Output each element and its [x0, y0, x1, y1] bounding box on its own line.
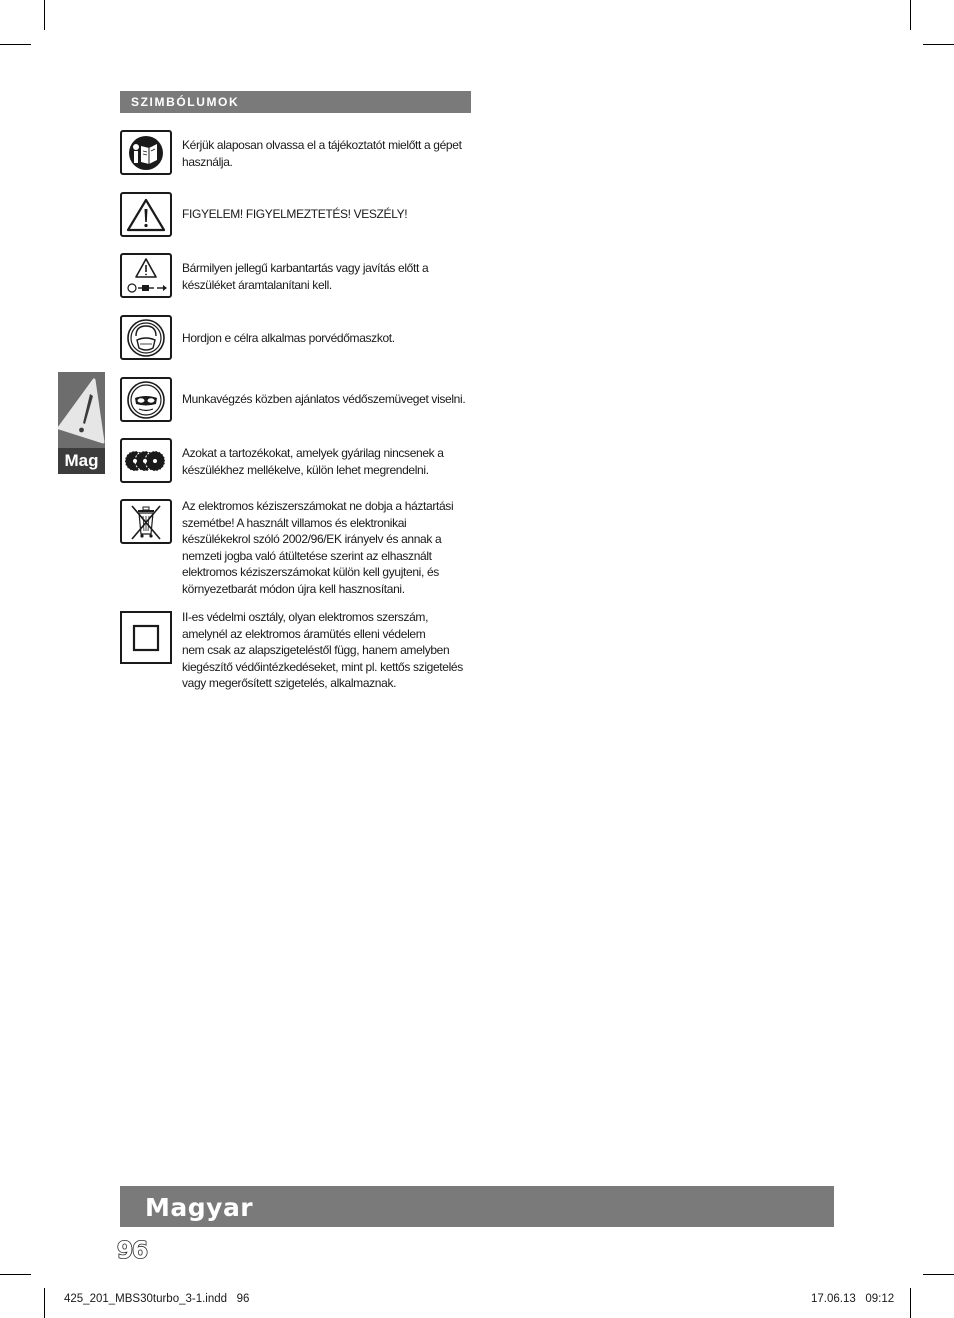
- class-2-insulation-icon: [120, 611, 172, 664]
- language-footer-bar: Magyar: [120, 1186, 834, 1227]
- language-side-tab: [58, 372, 105, 474]
- symbol-description: Munkavégzés közben ajánlatos védőszemüveget viselni.: [182, 392, 466, 406]
- symbol-description: Hordjon e célra alkalmas porvédőmaszkot.: [182, 331, 395, 345]
- exclamation-icon: [58, 372, 105, 448]
- crop-mark: [0, 1274, 31, 1275]
- crossed-bin-icon: [120, 499, 172, 544]
- symbol-description: Azokat a tartozékokat, amelyek gyárilag nincsenek a készülékhez mellékelve, külön lehet megrendelni.: [182, 446, 444, 477]
- saw-blades-icon: [120, 438, 172, 483]
- crop-mark: [923, 44, 954, 45]
- crop-mark: [910, 0, 911, 30]
- print-slug-file: 425_201_MBS30turbo_3-1.indd 96: [64, 1293, 250, 1305]
- dust-mask-icon: [120, 315, 172, 360]
- crop-mark: [44, 0, 45, 30]
- safety-glasses-icon: [120, 377, 172, 422]
- section-title: SZIMBÓLUMOK: [120, 91, 471, 113]
- side-tab-label: Mag: [58, 448, 105, 474]
- print-slug-date: 17.06.13 09:12: [811, 1293, 895, 1305]
- crop-mark: [923, 1274, 954, 1275]
- crop-mark: [0, 44, 31, 45]
- symbol-description: FIGYELEM! FIGYELMEZTETÉS! VESZÉLY!: [182, 207, 408, 221]
- page-number: 96: [117, 1238, 148, 1264]
- symbol-description: II-es védelmi osztály, olyan elektromos szerszám, amelynél az elektromos áramütés elleni védelem nem csak az alapszigeteléstől függ, hanem amelyben kiegészítő védőintézkedéseket, mint pl. kettős szigetelés vagy megerősített szigetelés, alkalmaznak.: [182, 610, 463, 690]
- symbol-description: Bármilyen jellegű karbantartás vagy javítás előtt a készüléket áramtalanítani kell.: [182, 261, 429, 292]
- warning-icon: [120, 192, 172, 237]
- crop-mark: [44, 1288, 45, 1318]
- read-manual-icon: [120, 130, 172, 175]
- crop-mark: [910, 1288, 911, 1318]
- unplug-warning-icon: [120, 253, 172, 298]
- symbol-description: Kérjük alaposan olvassa el a tájékoztatót mielőtt a gépet használja.: [182, 138, 462, 169]
- symbol-description: Az elektromos kéziszerszámokat ne dobja a háztartási szemétbe! A használt villamos és elektronikai készülékekrol szóló 2002/96/EK irányelv és annak a nemzeti jogba való átültetése szerint az elhasznált elektromos kéziszerszámokat külön kell gyujteni, és környezetbarát módon újra kell hasznosítani.: [182, 499, 454, 596]
